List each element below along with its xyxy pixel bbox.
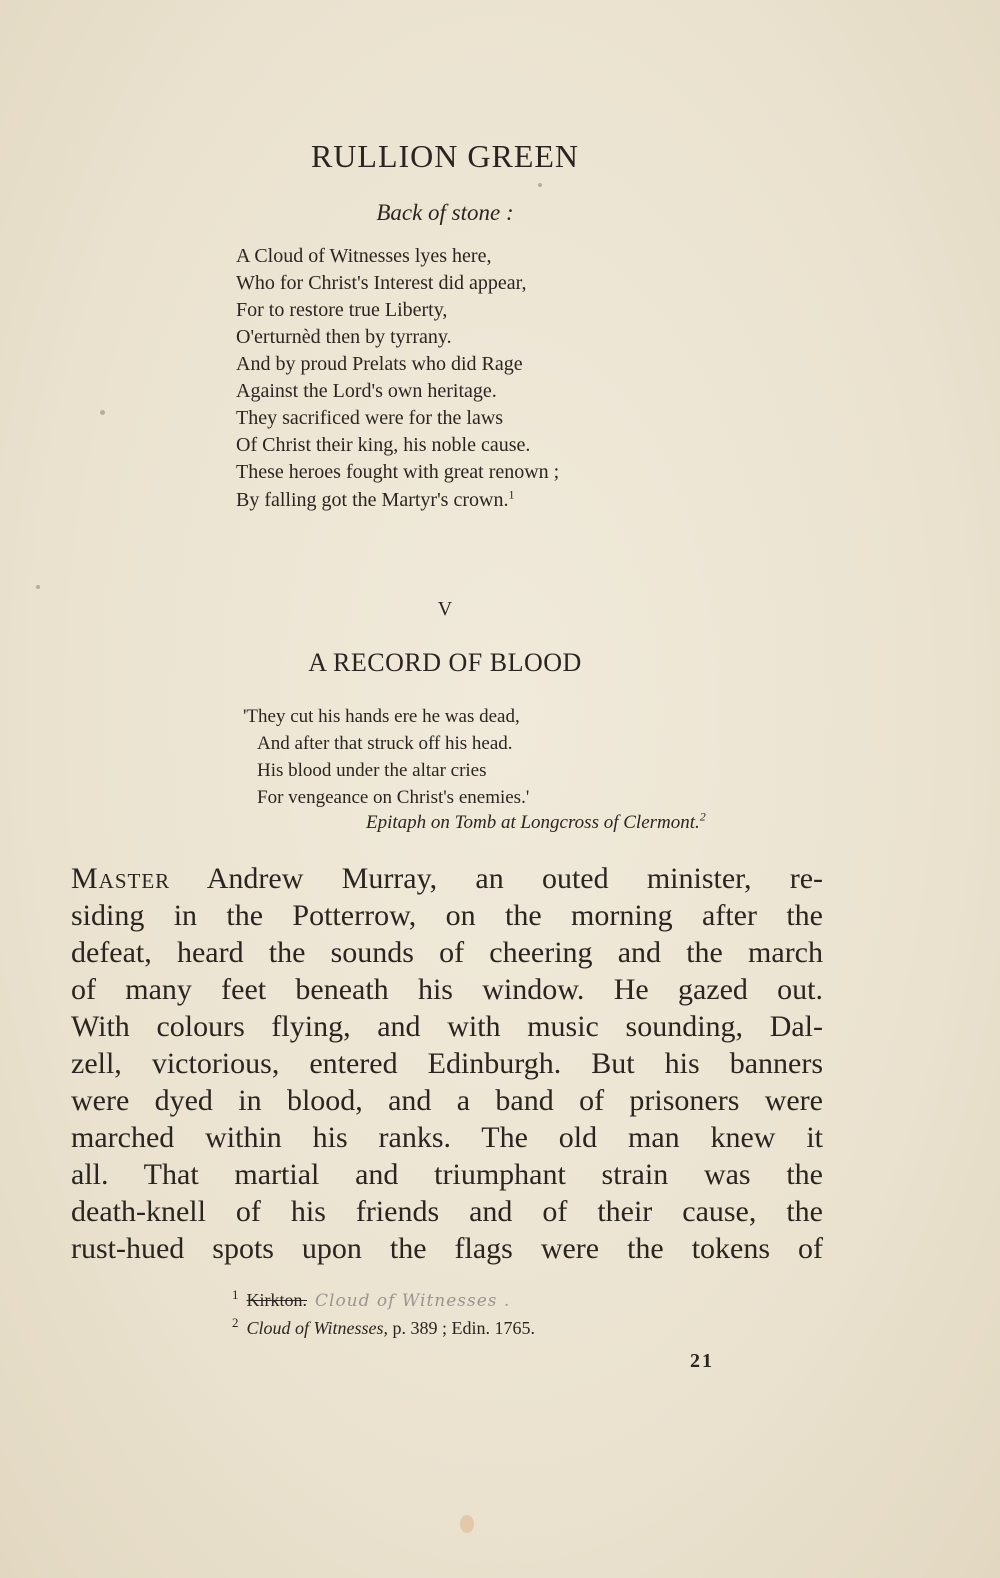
footnote-2 (232, 1315, 535, 1339)
prose-line: were dyed in blood, and a band of prisoners were (71, 1084, 823, 1117)
prose-line: all. That martial and triumphant strain was the (71, 1158, 823, 1191)
footnote-ref: 2 (699, 809, 706, 824)
prose-line: marched within his ranks. The old man knew it (71, 1121, 823, 1154)
verse-line: Against the Lord's own heritage. (236, 380, 497, 402)
verse-line: A Cloud of Witnesses lyes here, (236, 245, 492, 267)
epigraph-line: 'They cut his hands ere he was dead, (243, 706, 520, 727)
attribution-text: Epitaph on Tomb at Longcross of Clermont. (366, 812, 700, 833)
verse-line: For to restore true Liberty, (236, 299, 448, 321)
verse-line-text: By falling got the Martyr's crown. (236, 489, 509, 511)
page-title: RULLION GREEN (310, 138, 580, 174)
prose-line: siding in the Potterrow, on the morning after the (71, 899, 823, 932)
verse-line: And by proud Prelats who did Rage (236, 353, 523, 375)
epigraph-line: For vengeance on Christ's enemies.' (257, 787, 530, 808)
paper-speck (538, 183, 542, 187)
lead-word: Master (71, 862, 171, 895)
prose-line: rust-hued spots upon the flags were the tokens of (71, 1232, 823, 1265)
page-number: 21 (690, 1350, 714, 1372)
verse-line: These heroes fought with great renown ; (236, 461, 560, 483)
paper-stain (460, 1515, 474, 1533)
prose-line-first (71, 860, 823, 897)
footnote-ref: 1 (508, 487, 515, 502)
epigraph-attribution (366, 809, 706, 834)
section-number: V (437, 598, 453, 620)
verse-line: O'erturnèd then by tyrrany. (236, 326, 452, 348)
footnote-source: Cloud of Witnesses, (246, 1318, 389, 1338)
verse-line: Of Christ their king, his noble cause. (236, 434, 531, 456)
prose-line: zell, victorious, entered Edinburgh. But his banners (71, 1047, 823, 1080)
footnote-number: 2 (232, 1315, 239, 1330)
prose-text: Andrew Murray, an outed minister, re- (170, 862, 823, 895)
verse-line: Who for Christ's Interest did appear, (236, 272, 527, 294)
page-subtitle: Back of stone : (376, 200, 514, 225)
footnote-text: p. 389 ; Edin. 1765. (388, 1318, 536, 1338)
footnote-1 (232, 1287, 510, 1311)
verse-line-last (236, 487, 514, 514)
section-title: A RECORD OF BLOOD (308, 648, 582, 677)
prose-line: death-knell of his friends and of their cause, the (71, 1195, 823, 1228)
paper-speck (100, 410, 105, 415)
epigraph-line: And after that struck off his head. (257, 733, 513, 754)
epigraph-line: His blood under the altar cries (257, 760, 487, 781)
footnote-number: 1 (232, 1287, 239, 1302)
prose-line: With colours flying, and with music sounding, Dal- (71, 1010, 823, 1043)
footnote-text: Kirkton. (246, 1290, 307, 1310)
paper-speck (36, 585, 40, 589)
verse-line: They sacrificed were for the laws (236, 407, 504, 429)
prose-line: of many feet beneath his window. He gazed out. (71, 973, 823, 1006)
handwritten-annotation: Cloud of Witnesses . (315, 1291, 511, 1311)
prose-line: defeat, heard the sounds of cheering and the march (71, 936, 823, 969)
